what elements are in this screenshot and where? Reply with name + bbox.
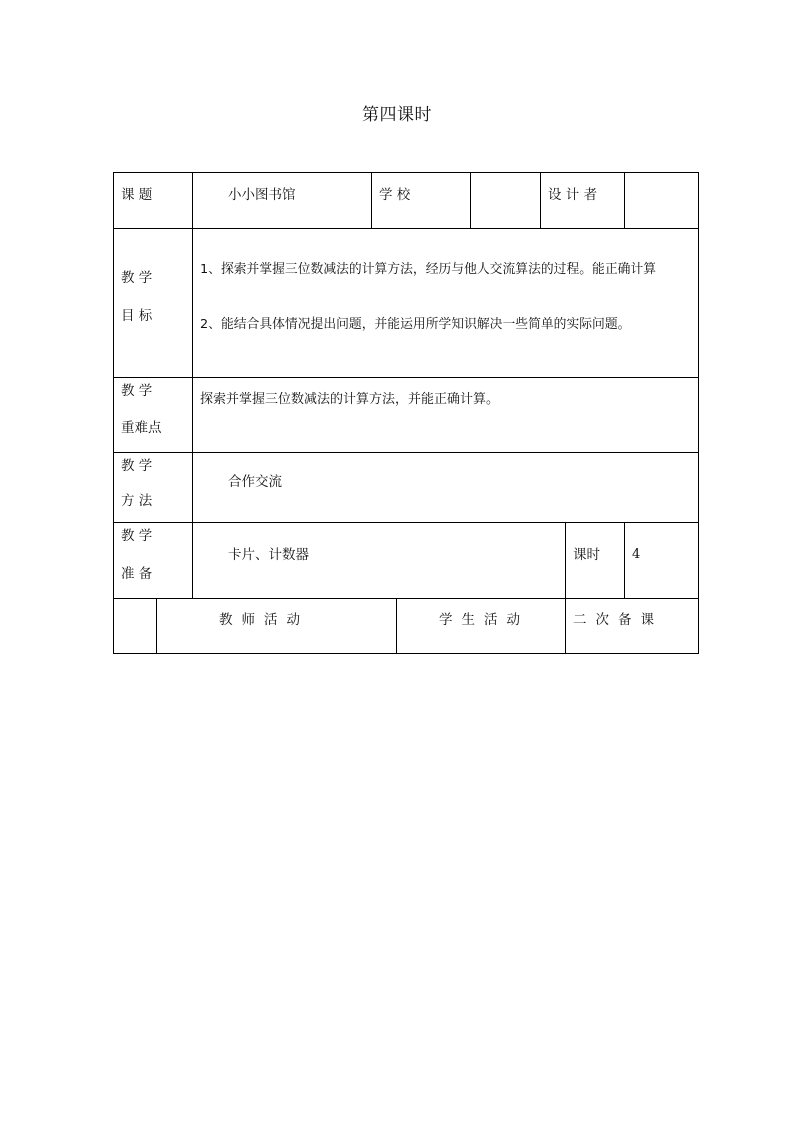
school-label: 学 校 <box>379 187 411 203</box>
goal-item-1: 1、探索并掌握三位数减法的计算方法，经历与他人交流算法的过程。能正确计算 <box>200 262 657 277</box>
period-label: 课时 <box>573 547 600 563</box>
teacher-activity-header: 教师活动 <box>219 612 309 628</box>
prep-label-line2: 准 备 <box>121 566 153 582</box>
keypoints-value: 探索并掌握三位数减法的计算方法，并能正确计算。 <box>200 392 500 407</box>
designer-label: 设 计 者 <box>548 187 598 203</box>
goals-label-line1: 教 学 <box>121 270 153 286</box>
revision-header: 二次备课 <box>573 612 663 628</box>
goals-label-line2: 目 标 <box>121 308 153 324</box>
prep-value: 卡片、计数器 <box>228 547 309 563</box>
table-outer-border <box>114 173 699 654</box>
method-value: 合作交流 <box>228 474 282 490</box>
page-title: 第四课时 <box>362 105 432 125</box>
topic-label: 课 题 <box>121 187 153 203</box>
method-label-line1: 教 学 <box>121 458 153 474</box>
topic-value: 小小图书馆 <box>228 187 296 203</box>
keypoints-label-line2: 重难点 <box>121 420 162 436</box>
goal-item-2: 2、能结合具体情况提出问题，并能运用所学知识解决一些简单的实际问题。 <box>200 317 631 332</box>
student-activity-header: 学生活动 <box>439 612 529 628</box>
keypoints-label-line1: 教 学 <box>121 383 153 399</box>
method-label-line2: 方 法 <box>121 493 153 509</box>
prep-label-line1: 教 学 <box>121 528 153 544</box>
period-value: 4 <box>632 547 641 562</box>
